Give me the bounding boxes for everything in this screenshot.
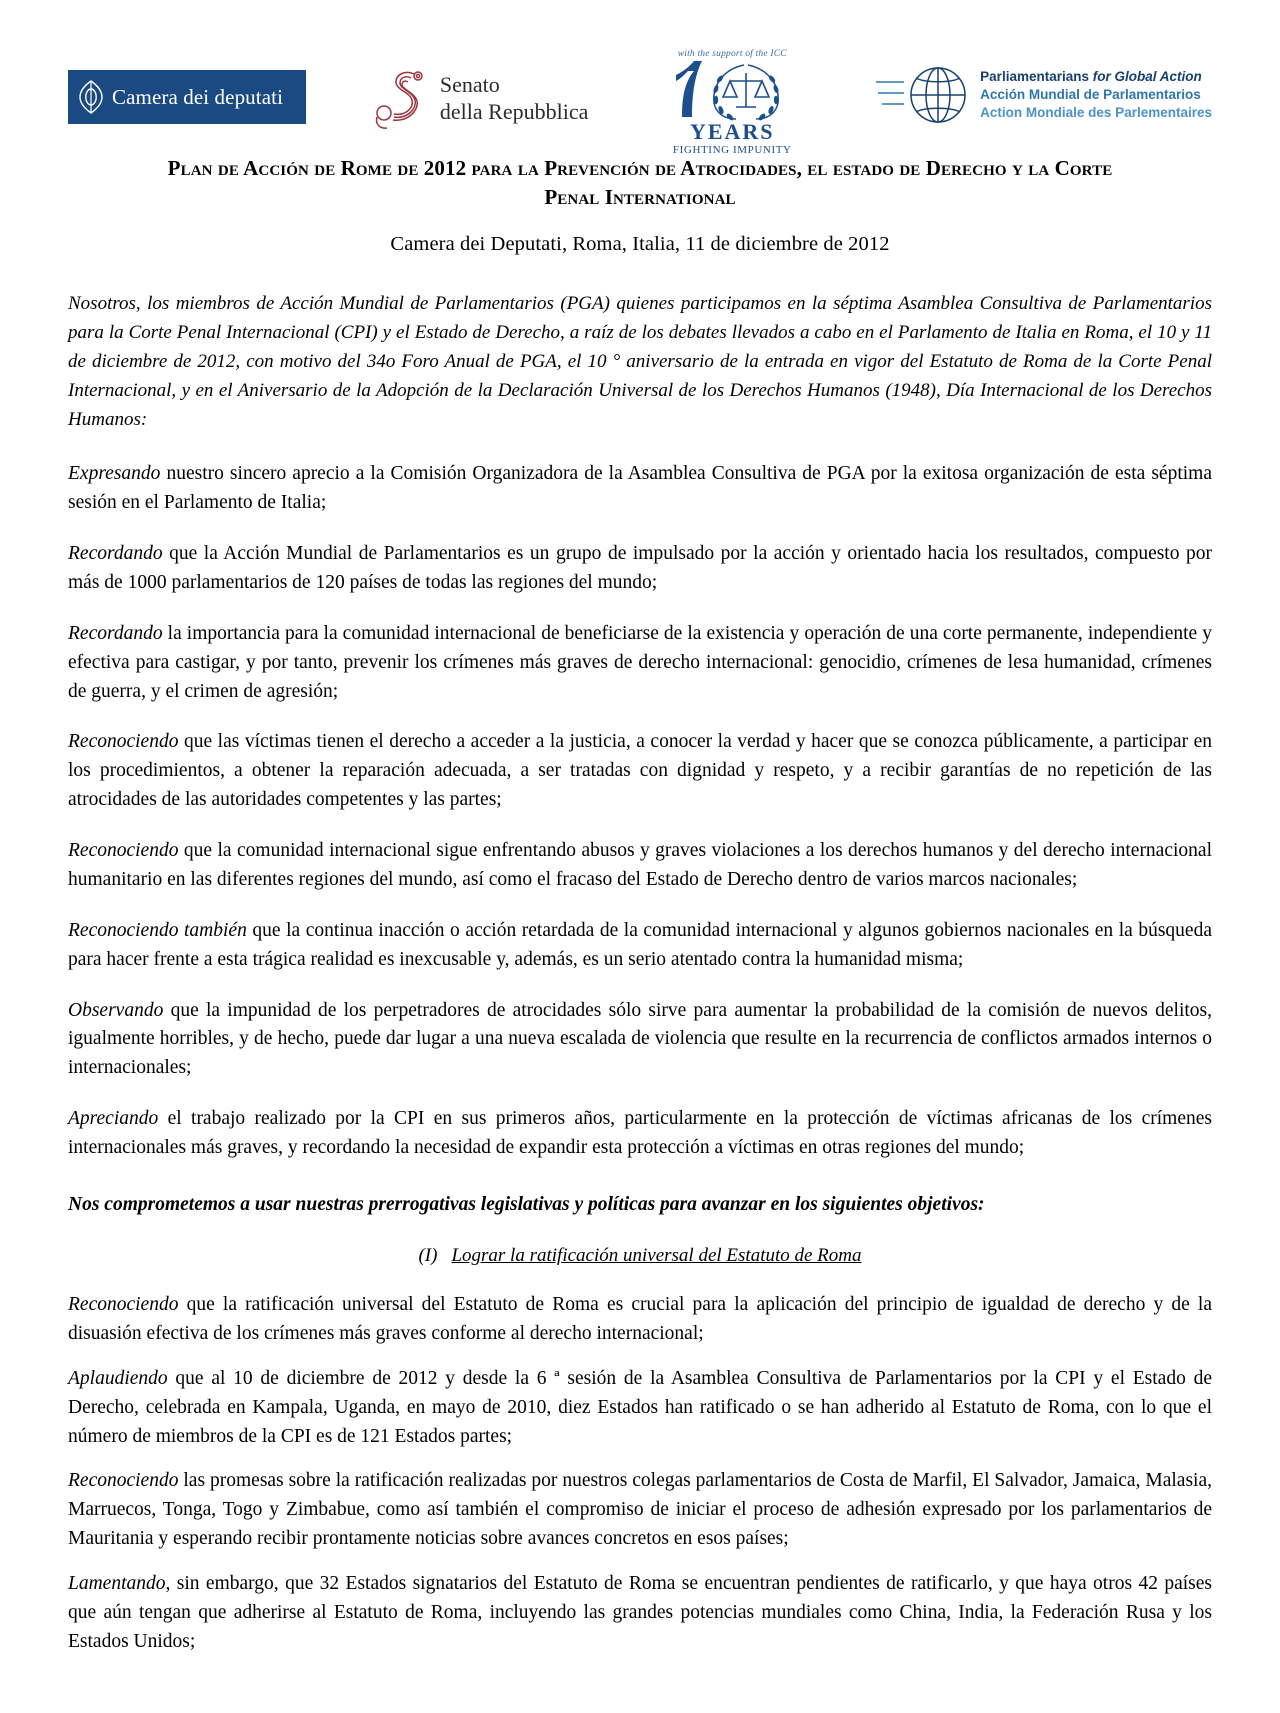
camera-emblem-icon [78,80,104,114]
clause-paragraph [68,997,1212,1084]
section-heading-text: Lograr la ratificación universal del Estatuto de Roma [451,1245,862,1267]
section-clauses [68,1291,1212,1656]
pga-label-block [980,68,1212,123]
logo-senato-della-repubblica [370,52,588,132]
clause-paragraph [68,917,1212,975]
clause-paragraph [68,1467,1212,1554]
clause-lead-word: Reconociendo [68,731,179,753]
clause-paragraph [68,1105,1212,1163]
icc-support-text: with the support of the ICC [677,49,787,59]
clause-text: que la continua inacción o acción retardada de la comunidad internacional y algunos gobiernos nacionales en la búsqueda para hacer frente a esta trágica realidad es inexcusable y, además, es un serio atentado contra la humanidad misma; [68,919,1212,970]
clause-paragraph [68,837,1212,895]
page-title: Plan de Acción de Rome de 2012 para la Prevención de Atrocidades, el estado de Derecho y la Corte Penal International [167,156,1113,209]
clause-paragraph [68,460,1212,518]
clause-paragraph [68,540,1212,598]
section-heading [68,1245,1212,1267]
clause-lead-word: Reconociendo también [68,919,247,941]
pga-line-2: Acción Mundial de Parlamentarios [980,86,1201,102]
preamble-paragraph: Nosotros, los miembros de Acción Mundial de Parlamentarios (PGA) quienes participamos en la séptima Asamblea Consultiva de Parlamentarios para la Corte Penal Internacional (CPI) y el Estado de Derecho, a raíz de los debates llevados a cabo en el Parlamento de Italia en Roma, el 10 y 11 de diciembre de 2012, con motivo del 34o Foro Anual de PGA, el 10 ° aniversario de la entrada en vigor del Estatuto de Roma de la Corte Penal Internacional, y en el Aniversario de la Adopción de la Declaración Universal de los Derechos Humanos (1948), Día Internacional de los Derechos Humanos: [68,293,1212,430]
camera-dei-deputati-label: Camera dei deputati [112,84,283,109]
preamble-clauses [68,460,1212,1162]
clause-text: que la impunidad de los perpetradores de atrocidades sólo sirve para aumentar la probabilidad de la comisión de nuevos delitos, igualmente horribles, y de hecho, puede dar lugar a una nueva escalada de violencia que resulte en la recurrencia de conflictos armados internos o internacionales; [68,999,1212,1079]
icc-years-label: YEARS [689,119,775,144]
commitment-statement: Nos comprometemos a usar nuestras prerrogativas legislativas y políticas para avanzar en los siguientes objetivos: [68,1193,985,1215]
clause-paragraph [68,1291,1212,1349]
clause-paragraph [68,620,1212,707]
clause-text: que la comunidad internacional sigue enfrentando abusos y graves violaciones a los derechos humanos y del derecho internacional humanitario en las diferentes regiones del mundo, así como el fracaso del Estado de Derecho dentro de varios marcos nacionales; [68,840,1212,890]
senato-line-2: della Repubblica [439,99,589,124]
clause-lead-word: Expresando [68,463,161,485]
clause-text: que la Acción Mundial de Parlamentarios es un grupo de impulsado por la acción y orientado hacia los resultados, compuesto por más de 1000 parlamentarios de 120 países de todas las regiones del mundo; [68,543,1212,594]
senato-scroll-icon [370,66,432,132]
pga-line-1: Parliamentarians for Global Action [980,68,1202,84]
clause-paragraph [68,1365,1212,1452]
clause-text: las promesas sobre la ratificación realizadas por nuestros colegas parlamentarios de Costa de Marfil, El Salvador, Jamaica, Malasia, Marruecos, Tonga, Togo y Zimbabue, como así también el compromiso de iniciar el proceso de adhesión expresado por los parlamentarios de Mauritania y esperando recibir prontamente noticias sobre avances concretos en esos países; [68,1470,1212,1550]
icc-scales-wreath-icon [668,57,796,123]
pga-line-3: Action Mondiale des Parlementaires [980,105,1212,121]
page-subtitle: Camera dei Deputati, Roma, Italia, 11 de diciembre de 2012 [390,233,890,256]
logo-icc-10-years [652,49,812,156]
senato-label-block [440,72,588,126]
clause-lead-word: Reconociendo [68,1294,179,1316]
clause-lead-word: Reconociendo [68,1470,179,1492]
icc-tagline: FIGHTING IMPUNITY [672,144,792,156]
clause-lead-word: Reconociendo [68,840,179,862]
clause-lead-word: Apreciando [68,1108,159,1130]
clause-lead-word: Observando [68,999,164,1021]
logo-camera-dei-deputati [68,52,306,124]
section-numeral: (I) [418,1245,438,1267]
document-body [68,290,1212,1656]
clause-paragraph [68,1570,1212,1657]
clause-text: el trabajo realizado por la CPI en sus primeros años, particularmente en la protección de víctimas africanas de los crímenes internacionales más graves, y recordando la necesidad de expandir esta protección a víctimas en otras regiones del mundo; [68,1108,1212,1158]
logo-parliamentarians-for-global-action [876,52,1212,126]
globe-icon [876,64,974,126]
clause-lead-word: Recordando [68,622,163,644]
logo-band [68,0,1212,156]
clause-lead-word: Aplaudiendo [68,1367,168,1389]
clause-text: , sin embargo, que 32 Estados signatarios del Estatuto de Roma se encuentran pendientes de ratificarlo, y que haya otros 42 países que aún tengan que adherirse al Estatuto de Roma, incluyendo las grandes potencias mundiales como China, India, la Federación Rusa y los Estados Unidos; [68,1572,1212,1652]
clause-paragraph [68,728,1212,815]
clause-text: la importancia para la comunidad internacional de beneficiarse de la existencia y operación de una corte permanente, independiente y efectiva para castigar, y por tanto, prevenir los crímenes más graves de derecho internacional: genocidio, crímenes de lesa humanidad, crímenes de guerra, y el crimen de agresión; [68,622,1212,702]
clause-text: que las víctimas tienen el derecho a acceder a la justicia, a conocer la verdad y hacer que se conozca públicamente, a participar en los procedimientos, a obtener la reparación adecuada, a ser tratadas con dignidad y respeto, y a recibir garantías de no repetición de las atrocidades de las autoridades competentes y las partes; [68,731,1212,811]
clause-lead-word: Lamentando [68,1572,166,1594]
senato-line-1: Senato [439,72,500,98]
clause-text: nuestro sincero aprecio a la Comisión Organizadora de la Asamblea Consultiva de PGA por la exitosa organización de esta séptima sesión en el Parlamento de Italia; [68,463,1212,514]
clause-text: que la ratificación universal del Estatuto de Roma es crucial para la aplicación del principio de igualdad de derecho y de la disuasión efectiva de los crímenes más graves conforme al derecho internacional; [68,1294,1212,1344]
clause-text: que al 10 de diciembre de 2012 y desde la 6 ª sesión de la Asamblea Consultiva de Parlamentarios por la CPI y el Estado de Derecho, celebrada en Kampala, Uganda, en mayo de 2010, diez Estados han ratificado o se han adherido al Estatuto de Roma, con lo que el número de miembros de la CPI es de 121 Estados partes; [68,1367,1212,1447]
clause-lead-word: Recordando [68,543,163,565]
